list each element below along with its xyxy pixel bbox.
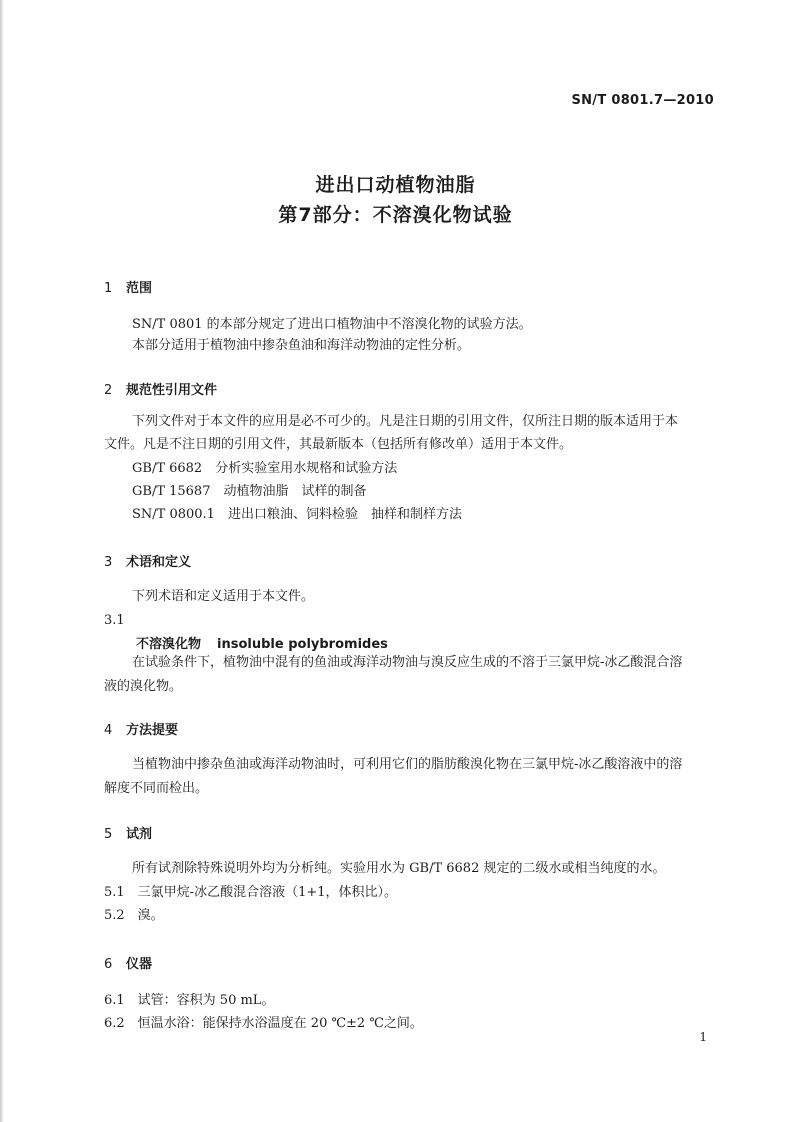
section-title: 试剂: [126, 827, 153, 842]
paragraph-continuation: 解度不同而检出。: [104, 781, 209, 796]
section-number: 1: [104, 281, 113, 296]
section-heading-normative-references: [104, 379, 217, 398]
term-chinese: 不溶溴化物: [136, 637, 202, 652]
scan-edge: [0, 0, 4, 1122]
paragraph: 本部分适用于植物油中掺杂鱼油和海洋动物油的定性分析。: [132, 338, 471, 353]
paragraph: 所有试剂除特殊说明外均为分析纯。实验用水为 GB/T 6682 规定的二级水或相当纯度的水。: [132, 861, 666, 876]
reagent-item: 5.1 三氯甲烷-冰乙酸混合溶液（1+1，体积比）。: [104, 885, 398, 900]
paragraph-continuation: 文件。凡是不注日期的引用文件，其最新版本（包括所有修改单）适用于本文件。: [104, 437, 573, 452]
section-title: 规范性引用文件: [126, 383, 218, 398]
standard-code: SN/T 0801.7—2010: [571, 93, 714, 108]
section-number: 4: [104, 723, 113, 738]
section-title: 方法提要: [126, 723, 179, 738]
section-heading-reagents: [104, 823, 152, 842]
reference-item: GB/T 15687 动植物油脂 试样的制备: [132, 484, 367, 499]
paragraph: SN/T 0801 的本部分规定了进出口植物油中不溶溴化物的试验方法。: [132, 317, 532, 332]
term-english: insoluble polybromides: [217, 637, 388, 652]
apparatus-item: 6.2 恒温水浴：能保持水浴温度在 20 ℃±2 ℃之间。: [104, 1016, 423, 1031]
section-heading-principle: [104, 719, 178, 738]
section-number: 3: [104, 555, 113, 570]
page-number: 1: [699, 1030, 707, 1044]
section-heading-scope: [104, 277, 152, 296]
term-entry: [136, 633, 388, 652]
section-number: 5: [104, 827, 113, 842]
section-title: 仪器: [126, 957, 153, 972]
section-number: 6: [104, 957, 113, 972]
section-heading-apparatus: [104, 953, 152, 972]
document-subtitle: 第7部分：不溶溴化物试验: [278, 204, 513, 226]
reference-item: GB/T 6682 分析实验室用水规格和试验方法: [132, 461, 398, 476]
document-title: 进出口动植物油脂: [315, 174, 476, 196]
section-title: 范围: [126, 281, 153, 296]
clause-number: 3.1: [104, 613, 125, 628]
paragraph: 下列术语和定义适用于本文件。: [132, 589, 315, 604]
reagent-item: 5.2 溴。: [104, 908, 164, 923]
section-number: 2: [104, 383, 113, 398]
apparatus-item: 6.1 试管：容积为 50 mL。: [104, 993, 275, 1008]
section-heading-terms: [104, 551, 191, 570]
paragraph: 下列文件对于本文件的应用是必不可少的。凡是注日期的引用文件，仅所注日期的版本适用于本: [132, 414, 679, 429]
reference-item: SN/T 0800.1 进出口粮油、饲料检验 抽样和制样方法: [132, 507, 462, 522]
term-definition-continuation: 液的溴化物。: [104, 679, 183, 694]
term-definition: 在试验条件下，植物油中混有的鱼油或海洋动物油与溴反应生成的不溶于三氯甲烷-冰乙酸混合溶: [132, 655, 683, 670]
section-title: 术语和定义: [126, 555, 192, 570]
paragraph: 当植物油中掺杂鱼油或海洋动物油时，可利用它们的脂肪酸溴化物在三氯甲烷-冰乙酸溶液中的溶: [132, 757, 683, 772]
